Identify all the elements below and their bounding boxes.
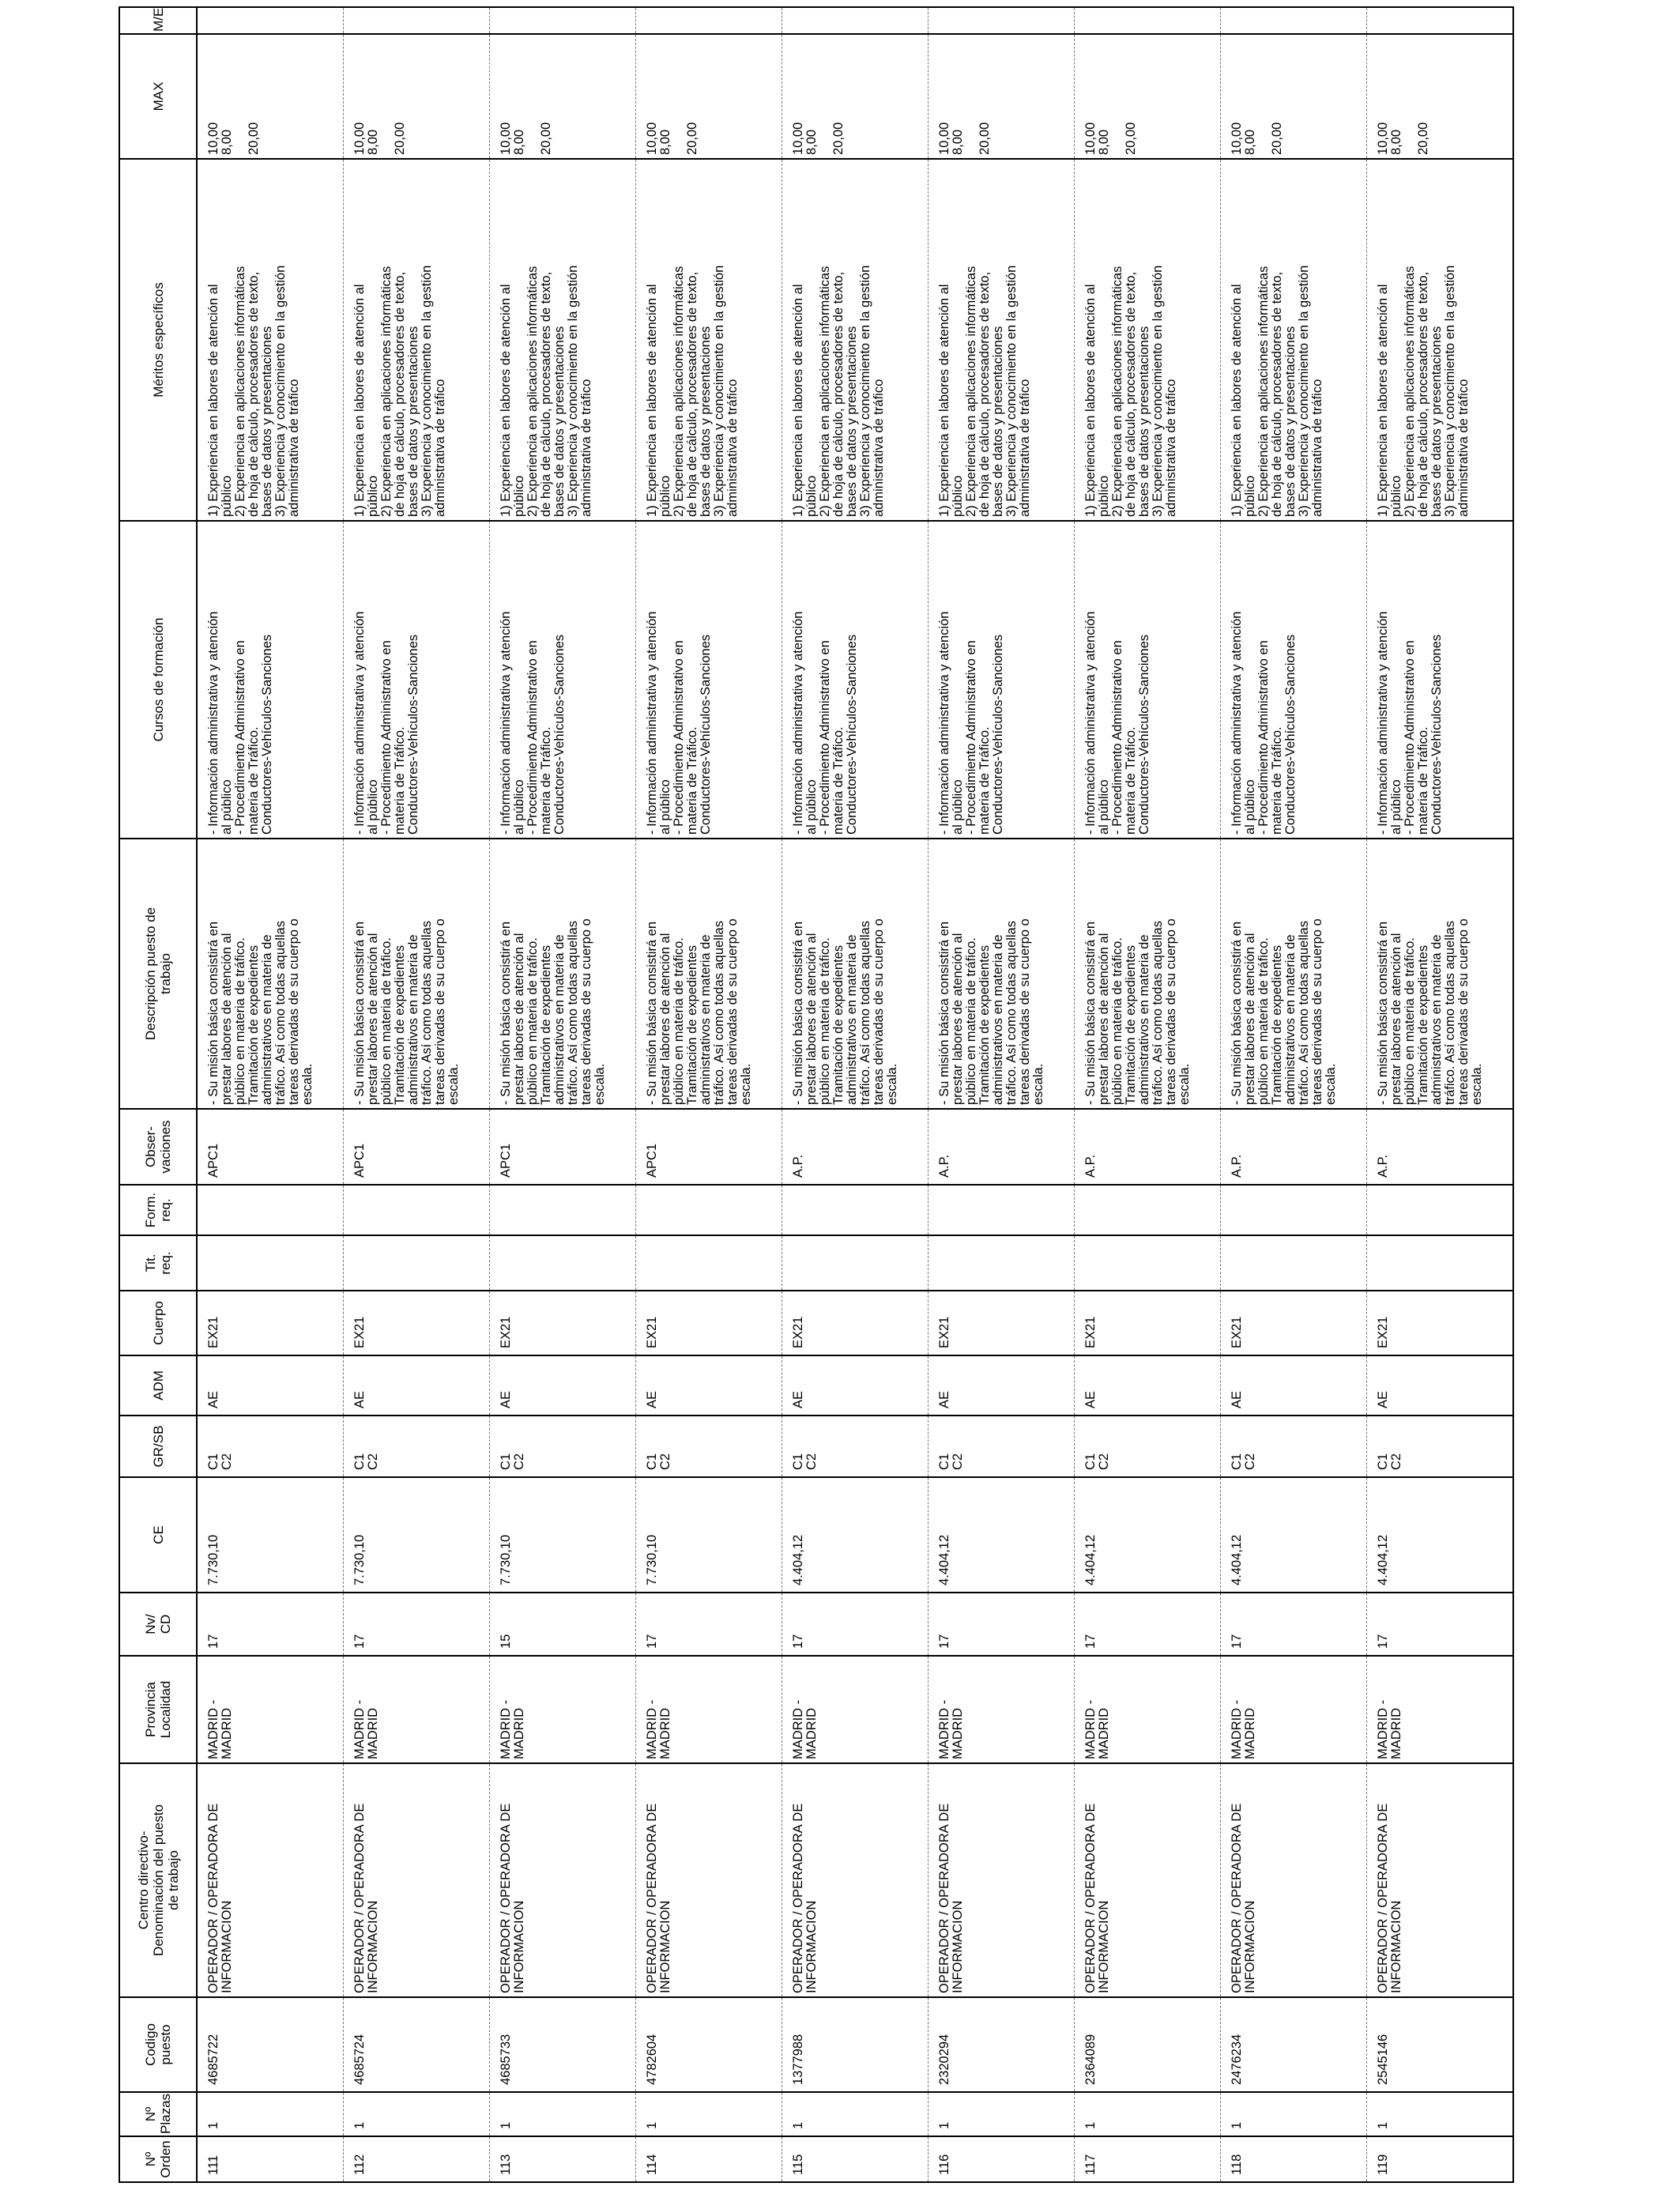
cell-nivel: 17 [1075, 1593, 1221, 1656]
cell-nivel: 17 [636, 1593, 782, 1656]
cell-centro: OPERADOR / OPERADORA DE INFORMACION [490, 1763, 636, 1997]
cell-ce: 4.404,12 [1075, 1477, 1221, 1593]
cell-grupo: C1 C2 [782, 1416, 929, 1477]
cell-meritos: 1) Experiencia en labores de atención al público 2) Experiencia en aplicaciones informáticas de hoja de cálculo, procesadores de texto, bases de datos y presentaciones 3) Experiencia y conocimiento en la gestión administrativa de tráfico [490, 159, 636, 521]
cell-plazas: 1 [490, 2092, 636, 2136]
table-row [1367, 7, 1514, 2182]
cell-formacion [1075, 1185, 1221, 1235]
cell-meritos: 1) Experiencia en labores de atención al público 2) Experiencia en aplicaciones informáticas de hoja de cálculo, procesadores de texto, bases de datos y presentaciones 3) Experiencia y conocimiento en la gestión administrativa de tráfico [197, 159, 344, 521]
cell-observaciones: A.P. [929, 1109, 1075, 1185]
cell-codigo: 2545146 [1367, 1997, 1514, 2092]
cell-cursos: - Información administrativa y atención al público - Procedimiento Administrativo en materia de Tráfico. Conductores-Vehículos-Sanciones [929, 521, 1075, 839]
cell-titulacion [636, 1235, 782, 1291]
cell-grupo: C1 C2 [1075, 1416, 1221, 1477]
cell-nivel: 17 [929, 1593, 1075, 1656]
cell-centro: OPERADOR / OPERADORA DE INFORMACION [782, 1763, 929, 1997]
cell-cuerpo: EX21 [1221, 1291, 1367, 1355]
cell-codigo: 4685722 [197, 1997, 344, 2092]
cell-codigo: 4685733 [490, 1997, 636, 2092]
col-header-cuerpo: Cuerpo [119, 1291, 197, 1355]
cell-formacion [197, 1185, 344, 1235]
cell-orden: 119 [1367, 2136, 1514, 2182]
cell-meritos: 1) Experiencia en labores de atención al público 2) Experiencia en aplicaciones informáticas de hoja de cálculo, procesadores de texto, bases de datos y presentaciones 3) Experiencia y conocimiento en la gestión administrativa de tráfico [782, 159, 929, 521]
table-row [636, 7, 782, 2182]
col-header-max: MAX [119, 34, 197, 159]
cell-titulacion [1075, 1235, 1221, 1291]
max-value: 20,00 [393, 122, 407, 155]
cell-max [782, 34, 929, 159]
cell-observaciones: APC1 [636, 1109, 782, 1185]
max-value: 8,00 [512, 129, 526, 155]
cell-nivel: 17 [782, 1593, 929, 1656]
cell-provincia: MADRID - MADRID [490, 1656, 636, 1763]
cell-titulacion [782, 1235, 929, 1291]
cell-cuerpo: EX21 [1367, 1291, 1514, 1355]
cell-centro: OPERADOR / OPERADORA DE INFORMACION [1367, 1763, 1514, 1997]
cell-cuerpo: EX21 [344, 1291, 490, 1355]
cell-meritos: 1) Experiencia en labores de atención al público 2) Experiencia en aplicaciones informáticas de hoja de cálculo, procesadores de texto, bases de datos y presentaciones 3) Experiencia y conocimiento en la gestión administrativa de tráfico [344, 159, 490, 521]
cell-grupo: C1 C2 [929, 1416, 1075, 1477]
cell-cuerpo: EX21 [782, 1291, 929, 1355]
cell-meritos: 1) Experiencia en labores de atención al público 2) Experiencia en aplicaciones informáticas de hoja de cálculo, procesadores de texto, bases de datos y presentaciones 3) Experiencia y conocimiento en la gestión administrativa de tráfico [1367, 159, 1514, 521]
max-value: 20,00 [831, 122, 846, 155]
cell-max [197, 34, 344, 159]
cell-centro: OPERADOR / OPERADORA DE INFORMACION [636, 1763, 782, 1997]
cell-descripcion: - Su misión básica consistirá en prestar labores de atención al público en materia de tráfico. Tramitación de expedientes administrativos en materia de tráfico. Así como todas aquellas tareas derivadas de su cuerpo o escala. [782, 839, 929, 1109]
cell-cursos: - Información administrativa y atención al público - Procedimiento Administrativo en materia de Tráfico. Conductores-Vehículos-Sanciones [197, 521, 344, 839]
max-value: 20,00 [977, 122, 992, 155]
max-value: 20,00 [247, 122, 261, 155]
cell-meritos: 1) Experiencia en labores de atención al público 2) Experiencia en aplicaciones informáticas de hoja de cálculo, procesadores de texto, bases de datos y presentaciones 3) Experiencia y conocimiento en la gestión administrativa de tráfico [1075, 159, 1221, 521]
cell-descripcion: - Su misión básica consistirá en prestar labores de atención al público en materia de tráfico. Tramitación de expedientes administrativos en materia de tráfico. Así como todas aquellas tareas derivadas de su cuerpo o escala. [197, 839, 344, 1109]
cell-provincia: MADRID - MADRID [782, 1656, 929, 1763]
col-header-nivel: Nv/ CD [119, 1593, 197, 1656]
cell-titulacion [929, 1235, 1075, 1291]
cell-provincia: MADRID - MADRID [344, 1656, 490, 1763]
cell-descripcion: - Su misión básica consistirá en prestar labores de atención al público en materia de tráfico. Tramitación de expedientes administrativos en materia de tráfico. Así como todas aquellas tareas derivadas de su cuerpo o escala. [636, 839, 782, 1109]
cell-cuerpo: EX21 [636, 1291, 782, 1355]
cell-nivel: 17 [1221, 1593, 1367, 1656]
cell-grupo: C1 C2 [344, 1416, 490, 1477]
table-row [929, 7, 1075, 2182]
cell-observaciones: APC1 [197, 1109, 344, 1185]
cell-provincia: MADRID - MADRID [197, 1656, 344, 1763]
col-header-codigo: Codigo puesto [119, 1997, 197, 2092]
col-header-grupo: GR/SB [119, 1416, 197, 1477]
cell-nivel: 17 [344, 1593, 490, 1656]
cell-cursos: - Información administrativa y atención al público - Procedimiento Administrativo en materia de Tráfico. Conductores-Vehículos-Sanciones [782, 521, 929, 839]
cell-titulacion [1221, 1235, 1367, 1291]
cell-me [1221, 7, 1367, 34]
cell-grupo: C1 C2 [197, 1416, 344, 1477]
cell-plazas: 1 [929, 2092, 1075, 2136]
cell-plazas: 1 [197, 2092, 344, 2136]
cell-codigo: 4685724 [344, 1997, 490, 2092]
cell-descripcion: - Su misión básica consistirá en prestar labores de atención al público en materia de tráfico. Tramitación de expedientes administrativos en materia de tráfico. Así como todas aquellas tareas derivadas de su cuerpo o escala. [929, 839, 1075, 1109]
cell-observaciones: A.P. [1221, 1109, 1367, 1185]
cell-adm: AE [782, 1355, 929, 1416]
rotated-table-wrapper [119, 8, 1604, 2183]
cell-ce: 4.404,12 [782, 1477, 929, 1593]
cell-observaciones: APC1 [490, 1109, 636, 1185]
col-header-me: M/E [119, 7, 197, 34]
cell-nivel: 17 [197, 1593, 344, 1656]
cell-me [344, 7, 490, 34]
col-header-adm: ADM [119, 1355, 197, 1416]
cell-me [197, 7, 344, 34]
cell-me [782, 7, 929, 34]
cell-adm: AE [1221, 1355, 1367, 1416]
cell-orden: 117 [1075, 2136, 1221, 2182]
cell-codigo: 2364089 [1075, 1997, 1221, 2092]
cell-ce: 7.730,10 [197, 1477, 344, 1593]
cell-adm: AE [1367, 1355, 1514, 1416]
cell-centro: OPERADOR / OPERADORA DE INFORMACION [1221, 1763, 1367, 1997]
max-value: 20,00 [1124, 122, 1138, 155]
cell-cursos: - Información administrativa y atención al público - Procedimiento Administrativo en materia de Tráfico. Conductores-Vehículos-Sanciones [344, 521, 490, 839]
cell-cuerpo: EX21 [197, 1291, 344, 1355]
max-value: 10,00 [1230, 122, 1244, 155]
col-header-plazas: Nº Plazas [119, 2092, 197, 2136]
cell-titulacion [1367, 1235, 1514, 1291]
cell-provincia: MADRID - MADRID [636, 1656, 782, 1763]
cell-orden: 115 [782, 2136, 929, 2182]
cell-orden: 111 [197, 2136, 344, 2182]
cell-adm: AE [197, 1355, 344, 1416]
col-header-titulacion: Tit. req. [119, 1235, 197, 1291]
cell-titulacion [490, 1235, 636, 1291]
cell-formacion [1367, 1185, 1514, 1235]
cell-adm: AE [929, 1355, 1075, 1416]
table-row [344, 7, 490, 2182]
cell-formacion [344, 1185, 490, 1235]
cell-codigo: 2476234 [1221, 1997, 1367, 2092]
cell-ce: 4.404,12 [1367, 1477, 1514, 1593]
col-header-centro: Centro directivo- Denominación del puesto de trabajo [119, 1763, 197, 1997]
cell-cursos: - Información administrativa y atención al público - Procedimiento Administrativo en materia de Tráfico. Conductores-Vehículos-Sanciones [636, 521, 782, 839]
table-row [1075, 7, 1221, 2182]
cell-provincia: MADRID - MADRID [929, 1656, 1075, 1763]
cell-orden: 118 [1221, 2136, 1367, 2182]
cell-orden: 114 [636, 2136, 782, 2182]
cell-me [929, 7, 1075, 34]
cell-nivel: 17 [1367, 1593, 1514, 1656]
max-value: 10,00 [1083, 122, 1098, 155]
cell-adm: AE [344, 1355, 490, 1416]
cell-plazas: 1 [1367, 2092, 1514, 2136]
cell-adm: AE [490, 1355, 636, 1416]
cell-descripcion: - Su misión básica consistirá en prestar labores de atención al público en materia de tráfico. Tramitación de expedientes administrativos en materia de tráfico. Así como todas aquellas tareas derivadas de su cuerpo o escala. [1221, 839, 1367, 1109]
table-row [782, 7, 929, 2182]
cell-titulacion [344, 1235, 490, 1291]
cell-orden: 113 [490, 2136, 636, 2182]
cell-max [344, 34, 490, 159]
max-value: 10,00 [791, 122, 805, 155]
cell-meritos: 1) Experiencia en labores de atención al público 2) Experiencia en aplicaciones informáticas de hoja de cálculo, procesadores de texto, bases de datos y presentaciones 3) Experiencia y conocimiento en la gestión administrativa de tráfico [1221, 159, 1367, 521]
cell-cursos: - Información administrativa y atención al público - Procedimiento Administrativo en materia de Tráfico. Conductores-Vehículos-Sanciones [1221, 521, 1367, 839]
cell-cuerpo: EX21 [929, 1291, 1075, 1355]
table-row [197, 7, 344, 2182]
col-header-observaciones: Obser- vaciones [119, 1109, 197, 1185]
cell-me [636, 7, 782, 34]
cell-centro: OPERADOR / OPERADORA DE INFORMACION [1075, 1763, 1221, 1997]
col-header-provincia: Provincia Localidad [119, 1656, 197, 1763]
cell-grupo: C1 C2 [636, 1416, 782, 1477]
max-value: 8,00 [1097, 129, 1111, 155]
cell-plazas: 1 [1075, 2092, 1221, 2136]
table-row [490, 7, 636, 2182]
cell-me [1075, 7, 1221, 34]
cell-ce: 7.730,10 [344, 1477, 490, 1593]
max-value: 20,00 [1270, 122, 1284, 155]
cell-titulacion [197, 1235, 344, 1291]
cell-centro: OPERADOR / OPERADORA DE INFORMACION [929, 1763, 1075, 1997]
cell-ce: 7.730,10 [490, 1477, 636, 1593]
cell-plazas: 1 [344, 2092, 490, 2136]
cell-observaciones: A.P. [782, 1109, 929, 1185]
max-value: 10,00 [352, 122, 367, 155]
col-header-descripcion: Descripción puesto de trabajo [119, 839, 197, 1109]
cell-plazas: 1 [782, 2092, 929, 2136]
cell-codigo: 1377988 [782, 1997, 929, 2092]
max-value: 20,00 [539, 122, 553, 155]
max-value: 10,00 [499, 122, 513, 155]
max-value: 8,00 [658, 129, 672, 155]
cell-provincia: MADRID - MADRID [1221, 1656, 1367, 1763]
cell-cursos: - Información administrativa y atención al público - Procedimiento Administrativo en materia de Tráfico. Conductores-Vehículos-Sanciones [490, 521, 636, 839]
max-value: 20,00 [685, 122, 699, 155]
cell-cuerpo: EX21 [490, 1291, 636, 1355]
vacancy-table [119, 6, 1514, 2183]
table-row [1221, 7, 1367, 2182]
max-value: 8,00 [1389, 129, 1403, 155]
header-row [119, 7, 197, 2182]
cell-formacion [782, 1185, 929, 1235]
cell-me [1367, 7, 1514, 34]
cell-max [490, 34, 636, 159]
col-header-formacion: Form. req. [119, 1185, 197, 1235]
cell-ce: 4.404,12 [929, 1477, 1075, 1593]
cell-formacion [636, 1185, 782, 1235]
col-header-orden: Nº Orden [119, 2136, 197, 2182]
cell-centro: OPERADOR / OPERADORA DE INFORMACION [197, 1763, 344, 1997]
cell-cuerpo: EX21 [1075, 1291, 1221, 1355]
cell-provincia: MADRID - MADRID [1367, 1656, 1514, 1763]
cell-formacion [1221, 1185, 1367, 1235]
cell-adm: AE [1075, 1355, 1221, 1416]
cell-meritos: 1) Experiencia en labores de atención al público 2) Experiencia en aplicaciones informáticas de hoja de cálculo, procesadores de texto, bases de datos y presentaciones 3) Experiencia y conocimiento en la gestión administrativa de tráfico [636, 159, 782, 521]
cell-observaciones: APC1 [344, 1109, 490, 1185]
cell-provincia: MADRID - MADRID [1075, 1656, 1221, 1763]
col-header-cursos: Cursos de formación [119, 521, 197, 839]
max-value: 10,00 [645, 122, 659, 155]
cell-descripcion: - Su misión básica consistirá en prestar labores de atención al público en materia de tráfico. Tramitación de expedientes administrativos en materia de tráfico. Así como todas aquellas tareas derivadas de su cuerpo o escala. [344, 839, 490, 1109]
cell-formacion [490, 1185, 636, 1235]
cell-max [1075, 34, 1221, 159]
cell-max [636, 34, 782, 159]
cell-observaciones: A.P. [1075, 1109, 1221, 1185]
max-value: 8,00 [1243, 129, 1257, 155]
cell-meritos: 1) Experiencia en labores de atención al público 2) Experiencia en aplicaciones informáticas de hoja de cálculo, procesadores de texto, bases de datos y presentaciones 3) Experiencia y conocimiento en la gestión administrativa de tráfico [929, 159, 1075, 521]
col-header-ce: CE [119, 1477, 197, 1593]
max-value: 10,00 [1376, 122, 1390, 155]
max-value: 8,00 [951, 129, 965, 155]
cell-max [1367, 34, 1514, 159]
cell-cursos: - Información administrativa y atención al público - Procedimiento Administrativo en materia de Tráfico. Conductores-Vehículos-Sanciones [1075, 521, 1221, 839]
cell-codigo: 4782604 [636, 1997, 782, 2092]
cell-adm: AE [636, 1355, 782, 1416]
cell-plazas: 1 [1221, 2092, 1367, 2136]
max-value: 8,00 [220, 129, 234, 155]
cell-max [929, 34, 1075, 159]
col-header-meritos: Méritos específicos [119, 159, 197, 521]
cell-ce: 7.730,10 [636, 1477, 782, 1593]
cell-max [1221, 34, 1367, 159]
cell-descripcion: - Su misión básica consistirá en prestar labores de atención al público en materia de tráfico. Tramitación de expedientes administrativos en materia de tráfico. Así como todas aquellas tareas derivadas de su cuerpo o escala. [490, 839, 636, 1109]
cell-orden: 116 [929, 2136, 1075, 2182]
max-value: 20,00 [1416, 122, 1430, 155]
cell-formacion [929, 1185, 1075, 1235]
cell-centro: OPERADOR / OPERADORA DE INFORMACION [344, 1763, 490, 1997]
cell-orden: 112 [344, 2136, 490, 2182]
cell-observaciones: A.P. [1367, 1109, 1514, 1185]
cell-descripcion: - Su misión básica consistirá en prestar labores de atención al público en materia de tráfico. Tramitación de expedientes administrativos en materia de tráfico. Así como todas aquellas tareas derivadas de su cuerpo o escala. [1367, 839, 1514, 1109]
max-value: 10,00 [937, 122, 951, 155]
cell-me [490, 7, 636, 34]
cell-codigo: 2320294 [929, 1997, 1075, 2092]
max-value: 8,00 [804, 129, 819, 155]
cell-nivel: 15 [490, 1593, 636, 1656]
max-value: 8,00 [366, 129, 380, 155]
cell-grupo: C1 C2 [490, 1416, 636, 1477]
cell-grupo: C1 C2 [1221, 1416, 1367, 1477]
cell-ce: 4.404,12 [1221, 1477, 1367, 1593]
cell-plazas: 1 [636, 2092, 782, 2136]
cell-cursos: - Información administrativa y atención al público - Procedimiento Administrativo en materia de Tráfico. Conductores-Vehículos-Sanciones [1367, 521, 1514, 839]
max-value: 10,00 [206, 122, 220, 155]
cell-descripcion: - Su misión básica consistirá en prestar labores de atención al público en materia de tráfico. Tramitación de expedientes administrativos en materia de tráfico. Así como todas aquellas tareas derivadas de su cuerpo o escala. [1075, 839, 1221, 1109]
cell-grupo: C1 C2 [1367, 1416, 1514, 1477]
